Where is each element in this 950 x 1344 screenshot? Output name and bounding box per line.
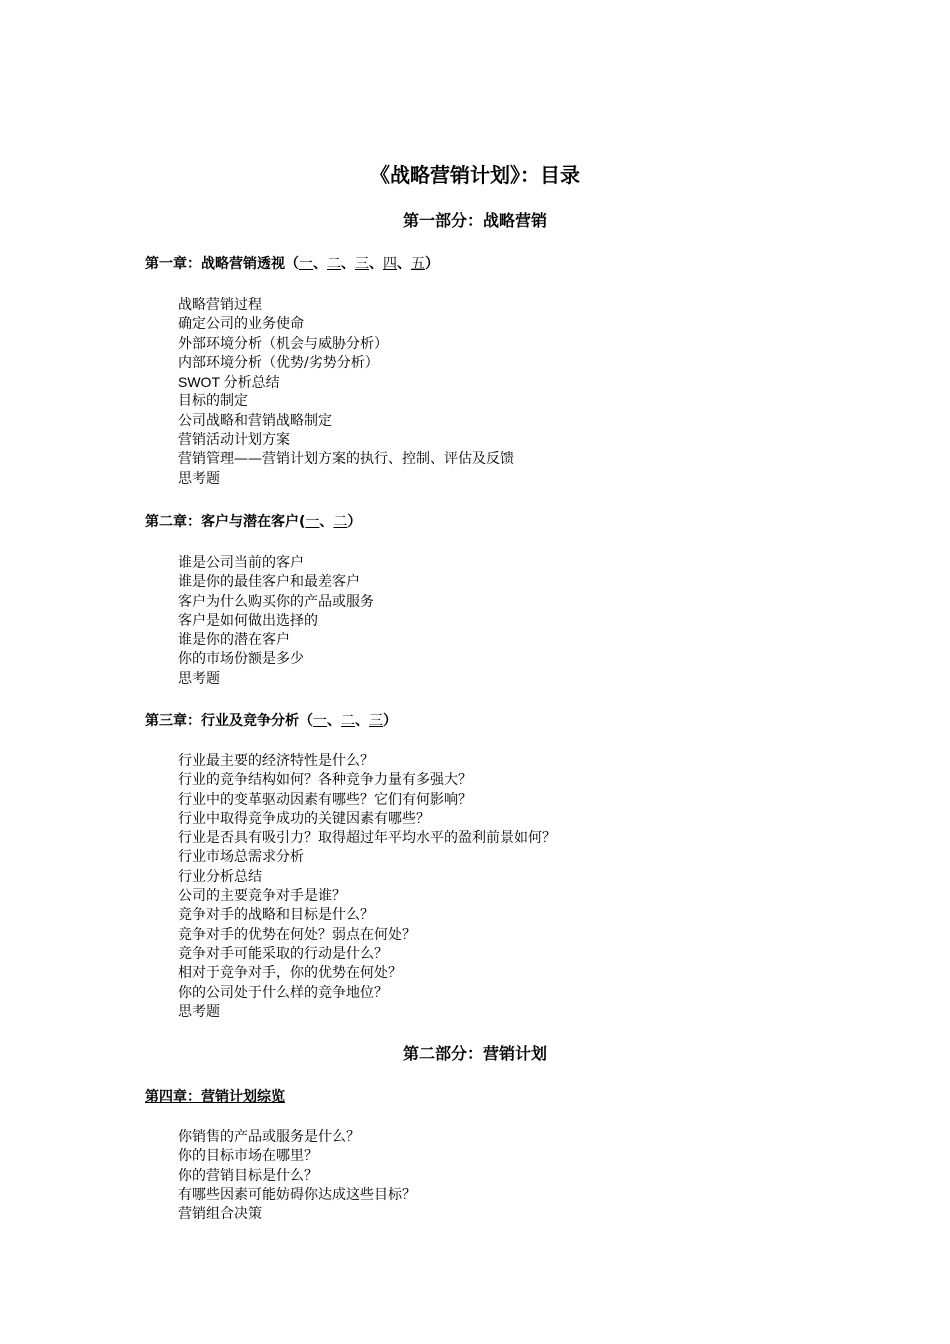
chapter-1-heading: [145, 254, 439, 274]
list-item: 客户是如何做出选择的: [178, 612, 318, 629]
chapter-link-2[interactable]: 二: [341, 713, 355, 729]
list-item: 相对于竞争对手，你的优势在何处？: [178, 965, 402, 982]
list-item: 竞争对手的优势在何处？弱点在何处？: [178, 926, 416, 943]
chapter-heading-text: 第三章：行业及竞争分析（: [145, 713, 313, 729]
list-item: 你的市场份额是多少: [178, 651, 304, 668]
separator: 、: [313, 256, 327, 272]
list-item: 行业分析总结: [178, 868, 262, 885]
list-item: 谁是你的最佳客户和最差客户: [178, 574, 360, 591]
list-item: 行业是否具有吸引力？取得超过年平均水平的盈利前景如何？: [178, 830, 556, 847]
list-item: 你的营销目标是什么？: [178, 1167, 318, 1184]
separator: 、: [327, 713, 341, 729]
list-item: 行业的竞争结构如何？各种竞争力量有多强大？: [178, 772, 472, 789]
list-item: 思考题: [178, 670, 220, 687]
chapter-2-heading: [145, 512, 361, 532]
closing-paren: ）: [347, 514, 362, 530]
list-item: 公司战略和营销战略制定: [178, 412, 332, 429]
chapter-link-2[interactable]: 二: [327, 256, 341, 272]
separator: 、: [397, 256, 411, 272]
list-item: 思考题: [178, 1003, 220, 1020]
list-item: 你的目标市场在哪里？: [178, 1148, 318, 1165]
chapter-heading-text: 第一章：战略营销透视（: [145, 256, 299, 272]
separator: 、: [319, 514, 334, 530]
list-item: 谁是你的潜在客户: [178, 632, 290, 649]
list-item: 行业市场总需求分析: [178, 849, 304, 866]
list-item: 营销活动计划方案: [178, 432, 290, 449]
chapter-link-2[interactable]: 二: [333, 514, 348, 530]
chapter-link-3[interactable]: 三: [369, 713, 383, 729]
list-item: 外部环境分析（机会与威胁分析）: [178, 335, 388, 352]
chapter-1-list: [178, 296, 514, 489]
chapter-4-list: [178, 1128, 416, 1224]
chapter-link-4[interactable]: 四: [383, 256, 397, 272]
list-item: 行业中取得竞争成功的关键因素有哪些？: [178, 810, 430, 827]
list-item: 公司的主要竞争对手是谁？: [178, 888, 346, 905]
list-item: 思考题: [178, 470, 220, 487]
chapter-3-heading: [145, 711, 397, 731]
chapter-heading-text: 第二章：客户与潜在客户(: [145, 514, 306, 530]
list-item: 你销售的产品或服务是什么？: [178, 1129, 360, 1145]
list-item: 有哪些因素可能妨碍你达成这些目标？: [178, 1186, 416, 1203]
chapter-link-3[interactable]: 三: [355, 256, 369, 272]
page-title: 《战略营销计划》：目录: [370, 163, 580, 187]
list-item: 行业最主要的经济特性是什么？: [178, 753, 374, 769]
list-item: 竞争对手可能采取的行动是什么？: [178, 945, 388, 962]
part-one-heading: 第一部分：战略营销: [402, 211, 547, 230]
closing-paren: ）: [383, 713, 397, 729]
list-item: SWOT 分析总结: [178, 374, 280, 391]
list-item: 营销组合决策: [178, 1206, 262, 1223]
list-item: 谁是公司当前的客户: [178, 555, 304, 571]
list-item: 行业中的变革驱动因素有哪些？它们有何影响？: [178, 791, 472, 808]
list-item: 目标的制定: [178, 393, 248, 410]
chapter-link-5[interactable]: 五: [411, 256, 425, 272]
list-item: 客户为什么购买你的产品或服务: [178, 593, 374, 610]
list-item: 营销管理——营销计划方案的执行、控制、评估及反馈: [178, 451, 514, 468]
chapter-4-heading[interactable]: 第四章：营销计划综览: [145, 1089, 285, 1105]
list-item: 确定公司的业务使命: [178, 316, 304, 333]
list-item: 竞争对手的战略和目标是什么？: [178, 907, 374, 924]
list-item: 你的公司处于什么样的竞争地位？: [178, 984, 388, 1001]
list-item: 战略营销过程: [178, 297, 262, 313]
list-item: 内部环境分析（优势/劣势分析）: [178, 354, 379, 371]
chapter-2-list: [178, 554, 374, 689]
closing-paren: ）: [425, 256, 439, 272]
separator: 、: [341, 256, 355, 272]
chapter-3-list: [178, 752, 556, 1022]
separator: 、: [369, 256, 383, 272]
chapter-link-1[interactable]: 一: [299, 256, 313, 272]
part-two-heading: 第二部分：营销计划: [402, 1044, 547, 1063]
separator: 、: [355, 713, 369, 729]
chapter-link-1[interactable]: 一: [305, 514, 320, 530]
chapter-link-1[interactable]: 一: [313, 713, 327, 729]
